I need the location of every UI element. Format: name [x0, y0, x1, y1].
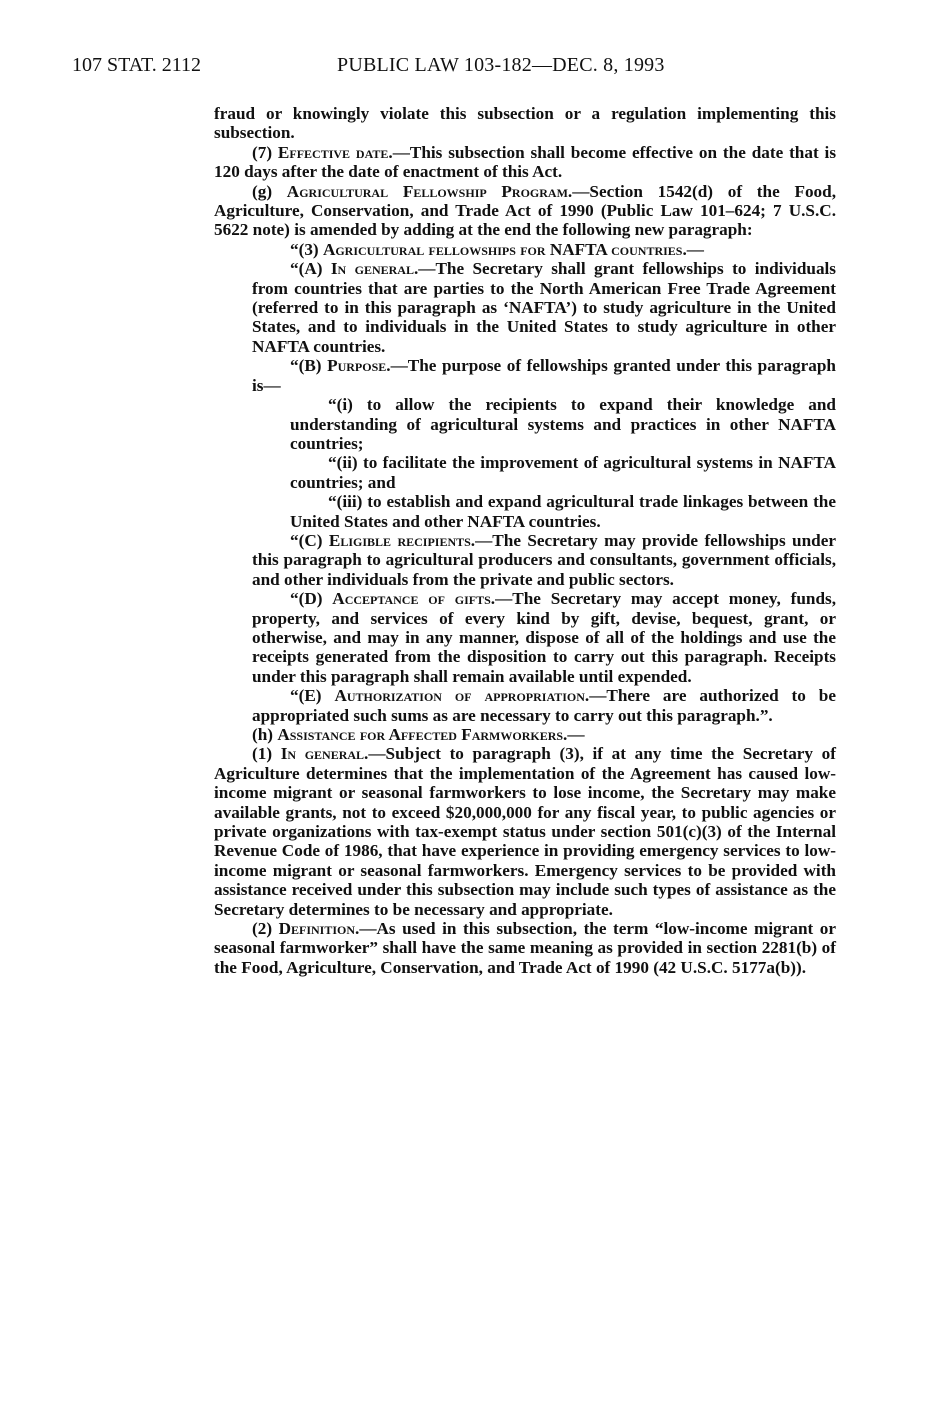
clause-i: “(i) to allow the recipients to expand their knowledge and understanding of agricultural systems and practices in other NAFTA countries; — [290, 395, 836, 453]
paragraph-text: —As used in this subsection, the term “low-income migrant or seasonal farmworker” shall have the same meaning as provided in section 2281(b) of the Food, Agriculture, Conservation, and Trade Act of 1990 (42 U.S.C. 5177a(b)). — [214, 919, 836, 977]
clause-block — [214, 395, 836, 531]
subparagraph-e-authorization — [252, 686, 836, 725]
subparagraph-c-eligible-recipients — [252, 531, 836, 589]
paragraph-text: —Section 1542(d) of the Food, Agriculture, Conservation, and Trade Act of 1990 (Public Law 101–624; 7 U.S.C. 5622 note) is amended by adding at the end the following new paragraph: — [214, 181, 836, 240]
paragraph-heading: Agricultural fellowships for NAFTA countries. — [322, 239, 687, 259]
paragraph-text: —The Secretary shall grant fellowships to individuals from countries that are parties to the North American Free Trade Agreement (referred to in this paragraph as ‘NAFTA’) to study agriculture in the United States, and to individuals in the United States to study agriculture in other NAFTA countries. — [252, 259, 836, 356]
stat-reference: 107 STAT. 2112 — [72, 54, 201, 76]
paragraph-continuation: fraud or knowingly violate this subsection or a regulation implementing this subsection. — [214, 104, 836, 143]
paragraph-heading: Purpose. — [327, 356, 391, 376]
paragraph-number: “(D) — [290, 589, 333, 609]
paragraph-number: (h) — [252, 725, 278, 744]
paragraph-text: —The Secretary may accept money, funds, property, and services of every kind by gift, devise, bequest, grant, or otherwise, and may in any manner, dispose of all of the holdings and use the receipts generated from the disposition to carry out this paragraph. Receipts under this paragraph shall remain available until expended. — [252, 589, 836, 686]
paragraph-heading: In general. — [330, 259, 419, 279]
paragraph-2-definition — [214, 919, 836, 977]
paragraph-heading: Assistance for Affected Farmworkers. — [277, 725, 568, 744]
subparagraph-d-acceptance-of-gifts — [252, 589, 836, 686]
paragraph-text: —The purpose of fellowships granted under this paragraph is— — [252, 356, 836, 395]
paragraph-number: (7) — [252, 142, 278, 162]
paragraph-text: —Subject to paragraph (3), if at any time the Secretary of Agriculture determines that the implementation of the Agreement has caused low-income migrant or seasonal farmworkers to lose income, the Secretary may make available grants, not to exceed $20,000,000 for any fiscal year, to public agencies or private organizations with tax-exempt status under section 501(c)(3) of the Internal Revenue Code of 1986, that have experience in providing emergency services to low-income migrant or seasonal farmworkers. Emergency services to be provided with assistance received under this subsection may include such types of assistance as the Secretary determines to be necessary and appropriate. — [214, 744, 836, 919]
statute-body — [214, 104, 836, 977]
paragraph-3-fellowships — [252, 240, 836, 259]
subparagraph-a-in-general — [252, 259, 836, 356]
subparagraph-b-purpose — [252, 356, 836, 395]
paragraph-7-effective-date — [214, 143, 836, 182]
paragraph-number: (2) — [252, 919, 279, 939]
inserted-paragraph-block — [214, 240, 836, 395]
paragraph-number: (1) — [252, 744, 281, 764]
paragraph-heading: In general. — [280, 744, 369, 764]
subparagraph-block — [214, 531, 836, 725]
paragraph-number: “(B) — [290, 356, 328, 376]
paragraph-text: —The Secretary may provide fellowships under this paragraph to agricultural producers and consultants, government officials, and other individuals from the private and public sectors. — [252, 530, 836, 589]
paragraph-number: “(A) — [290, 259, 331, 279]
paragraph-heading: Effective date. — [277, 142, 393, 162]
paragraph-heading: Definition. — [278, 919, 360, 939]
subsection-g-fellowship-program — [214, 182, 836, 240]
paragraph-heading: Agricultural Fellowship Program. — [286, 181, 573, 201]
paragraph-number: “(C) — [290, 530, 329, 550]
paragraph-text: —This subsection shall become effective on the date that is 120 days after the date of enactment of this Act. — [214, 142, 837, 182]
clause-ii: “(ii) to facilitate the improvement of agricultural systems in NAFTA countries; and — [290, 453, 836, 492]
paragraph-1-in-general — [214, 744, 836, 919]
paragraph-heading: Authorization of appropriation. — [334, 686, 590, 706]
clause-iii: “(iii) to establish and expand agricultural trade linkages between the United States and other NAFTA countries. — [290, 492, 836, 531]
paragraph-number: “(E) — [290, 686, 335, 706]
public-law-reference: PUBLIC LAW 103-182—DEC. 8, 1993 — [337, 54, 665, 76]
subsection-h-affected-farmworkers — [214, 725, 836, 744]
paragraph-heading: Acceptance of gifts. — [332, 589, 496, 609]
paragraph-number: “(3) — [290, 239, 323, 259]
paragraph-heading: Eligible recipients. — [328, 530, 476, 550]
paragraph-text: —There are authorized to be appropriated such sums as are necessary to carry out this paragraph.”. — [252, 686, 836, 725]
paragraph-number: (g) — [252, 181, 287, 201]
page-header — [72, 54, 862, 84]
paragraph-text: — — [567, 725, 585, 744]
paragraph-text: — — [686, 239, 704, 259]
